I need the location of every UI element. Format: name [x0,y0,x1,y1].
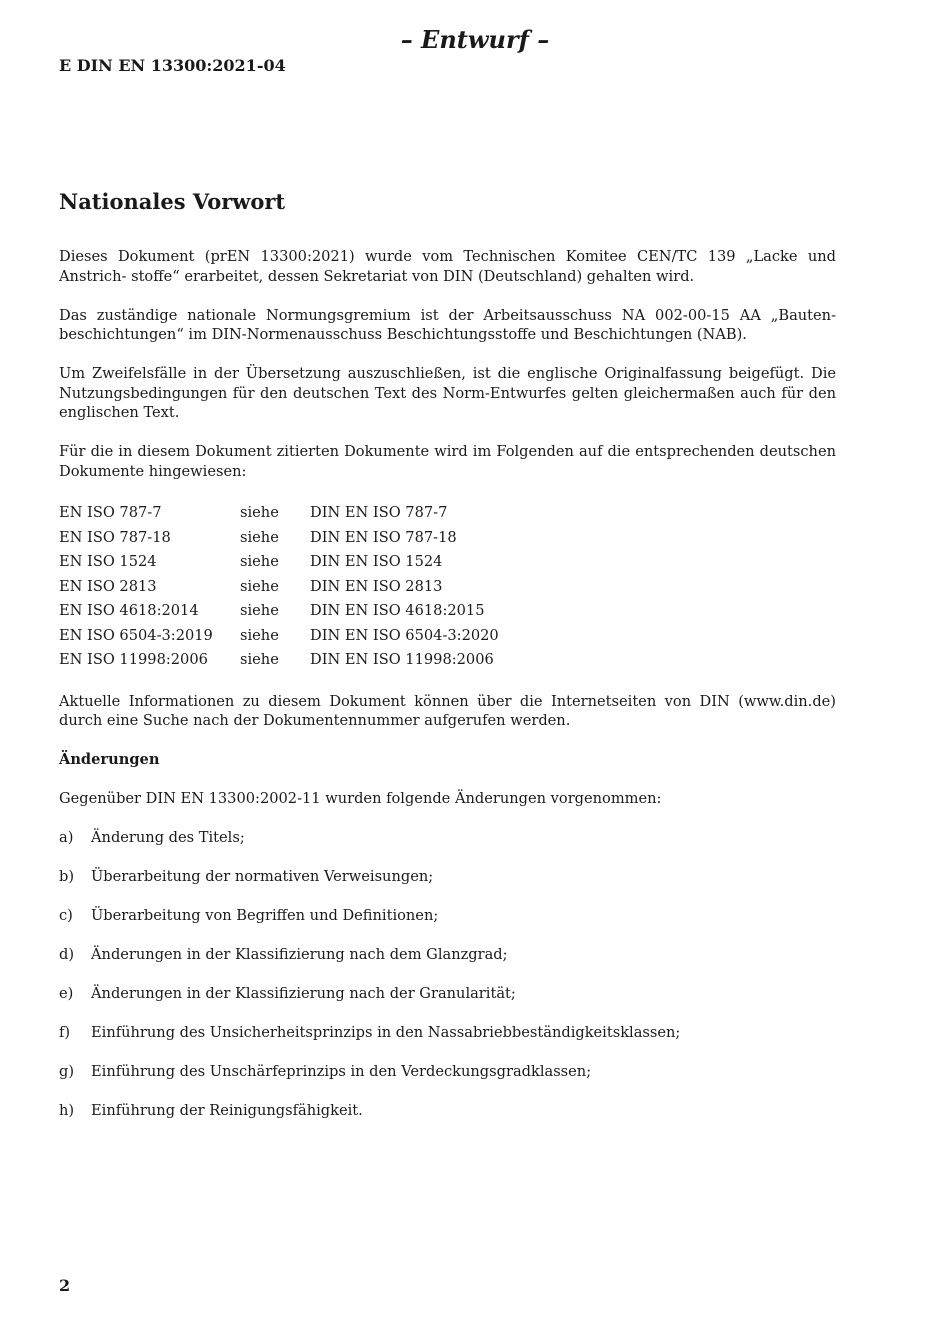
reference-siehe: siehe [240,651,279,669]
list-text: Überarbeitung der normativen Verweisungen; [91,868,434,885]
list-item [59,1062,836,1082]
section-title: Nationales Vorwort [59,189,286,214]
list-text: Einführung der Reinigungsfähigkeit. [91,1102,363,1119]
list-item [59,906,836,926]
list-text: Änderungen in der Klassifizierung nach dem Glanzgrad; [91,946,508,963]
reference-en: EN ISO 787-7 [59,504,162,522]
list-item [59,828,836,848]
national-foreword-section [59,187,836,1121]
list-letter: e) [59,985,74,1002]
reference-row [59,648,499,673]
reference-din: DIN EN ISO 1524 [310,553,443,571]
reference-din: DIN EN ISO 4618:2015 [310,602,485,620]
list-letter: h) [59,1102,75,1119]
reference-siehe: siehe [240,528,279,546]
reference-row [59,574,499,599]
reference-din: DIN EN ISO 2813 [310,577,443,595]
list-item [59,1101,836,1121]
reference-siehe: siehe [240,577,279,595]
list-letter: a) [59,829,74,846]
paragraph-translation: Um Zweifelsfälle in der Übersetzung auszuschließen, ist die englische Originalfassung beigefügt. Die Nutzungsbedingungen für den deutschen Text des Norm-Entwurfes gelten gleichermaßen auch für den englischen Text. [59,365,836,421]
list-text: Einführung des Unsicherheitsprinzips in den Nassabriebbeständigkeitsklassen; [91,1024,681,1041]
list-letter: c) [59,907,73,924]
reference-row [59,623,499,648]
paragraph-cited-documents: Für die in diesem Dokument zitierten Dokumente wird im Folgenden auf die entsprechenden deutschen Dokumente hingewiesen: [59,443,836,480]
list-letter: b) [59,868,75,885]
reference-en: EN ISO 2813 [59,577,157,595]
document-id: E DIN EN 13300:2021-04 [59,56,286,75]
reference-din: DIN EN ISO 787-7 [310,504,448,522]
reference-en: EN ISO 4618:2014 [59,602,199,620]
reference-en: EN ISO 1524 [59,553,157,571]
list-letter: d) [59,946,75,963]
paragraph-committee: Dieses Dokument (prEN 13300:2021) wurde vom Technischen Komitee CEN/TC 139 „Lacke und Anstrich- stoffe“ erarbeitet, dessen Sekretariat von DIN (Deutschland) gehalten wird. [59,248,836,285]
reference-din: DIN EN ISO 6504-3:2020 [310,626,499,644]
reference-row [59,501,499,526]
reference-din: DIN EN ISO 787-18 [310,528,457,546]
reference-en: EN ISO 11998:2006 [59,651,208,669]
draft-mark: – Entwurf – [400,25,550,54]
paragraph-working-committee: Das zuständige nationale Normungsgremium ist der Arbeitsausschuss NA 002-00-15 AA „Bauten- beschichtungen“ im DIN-Normenausschuss Beschichtungsstoffe und Beschichtungen (NAB). [59,306,836,343]
paragraph-info: Aktuelle Informationen zu diesem Dokument können über die Internetseiten von DIN (www.din.de) durch eine Suche nach der Dokumentennummer aufgerufen werden. [59,692,836,729]
reference-en: EN ISO 787-18 [59,528,171,546]
reference-din: DIN EN ISO 11998:2006 [310,651,494,669]
page-number: 2 [59,1276,71,1295]
list-item [59,1023,836,1043]
list-text: Änderungen in der Klassifizierung nach der Granularität; [91,985,516,1002]
reference-row [59,599,499,624]
list-item [59,984,836,1004]
list-text: Überarbeitung von Begriffen und Definitionen; [91,907,439,924]
reference-siehe: siehe [240,602,279,620]
list-item [59,867,836,887]
reference-en: EN ISO 6504-3:2019 [59,626,213,644]
list-text: Änderung des Titels; [91,829,245,846]
reference-table [59,501,499,673]
changes-intro: Gegenüber DIN EN 13300:2002-11 wurden folgende Änderungen vorgenommen: [59,790,662,807]
reference-siehe: siehe [240,504,279,522]
reference-row [59,550,499,575]
list-letter: g) [59,1063,75,1080]
list-item [59,945,836,965]
list-letter: f) [59,1024,71,1041]
reference-siehe: siehe [240,626,279,644]
reference-row [59,525,499,550]
list-text: Einführung des Unschärfeprinzips in den Verdeckungsgradklassen; [91,1063,592,1080]
changes-heading: Änderungen [59,751,160,768]
reference-siehe: siehe [240,553,279,571]
